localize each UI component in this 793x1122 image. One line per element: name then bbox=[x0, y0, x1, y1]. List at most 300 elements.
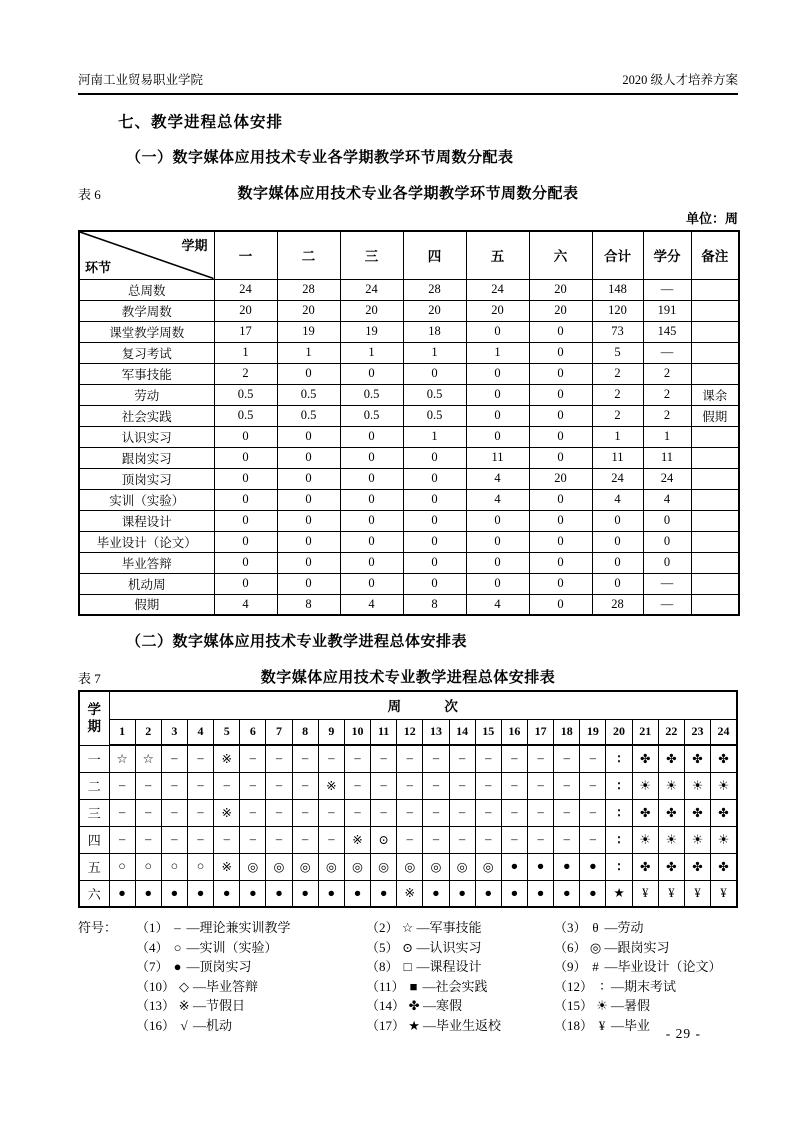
table6-column-header: 二 bbox=[277, 231, 340, 279]
week-cell: ☀ bbox=[658, 826, 684, 853]
legend-item-number: （12） bbox=[554, 978, 594, 994]
week-number: 6 bbox=[240, 719, 266, 745]
week-cell: – bbox=[292, 826, 318, 853]
cell: 1 bbox=[277, 342, 340, 363]
legend-item-number: （11） bbox=[366, 978, 405, 994]
cell bbox=[691, 342, 739, 363]
legend-item-desc: —认识实习 bbox=[416, 939, 482, 955]
cell: 28 bbox=[592, 594, 643, 615]
legend-item-symbol: ¥ bbox=[598, 1017, 606, 1033]
week-cell: – bbox=[214, 772, 240, 799]
week-number: 17 bbox=[528, 719, 554, 745]
legend-item-number: （6） bbox=[554, 939, 587, 955]
table6-header-row bbox=[79, 231, 739, 279]
week-number: 24 bbox=[711, 719, 737, 745]
table7-caption bbox=[78, 666, 738, 686]
week-cell: ● bbox=[580, 853, 606, 880]
cell: 19 bbox=[277, 321, 340, 342]
week-number: 1 bbox=[109, 719, 135, 745]
week-cell: ✤ bbox=[632, 799, 658, 826]
table6-body bbox=[79, 279, 739, 615]
legend-item bbox=[366, 918, 554, 938]
week-cell: – bbox=[135, 772, 161, 799]
cell: 4 bbox=[340, 594, 403, 615]
week-cell: – bbox=[475, 745, 501, 772]
week-cell: – bbox=[554, 745, 580, 772]
week-cell: – bbox=[397, 799, 423, 826]
cell: 0 bbox=[277, 363, 340, 384]
cell: 2 bbox=[643, 384, 691, 405]
header-plan-name: 2020 级人才培养方案 bbox=[622, 73, 738, 87]
cell: 0 bbox=[529, 363, 592, 384]
legend-item bbox=[554, 918, 738, 938]
table7-header-row-2 bbox=[79, 719, 737, 745]
week-cell: – bbox=[344, 799, 370, 826]
week-cell: – bbox=[371, 745, 397, 772]
week-cell: ◎ bbox=[292, 853, 318, 880]
week-cell: ● bbox=[266, 880, 292, 907]
week-cell: ● bbox=[501, 853, 527, 880]
table-row bbox=[79, 826, 737, 853]
cell: 17 bbox=[214, 321, 277, 342]
week-number: 14 bbox=[449, 719, 475, 745]
cell bbox=[691, 573, 739, 594]
legend-prefix-spacer bbox=[78, 1016, 136, 1036]
cell: 145 bbox=[643, 321, 691, 342]
cell: 0 bbox=[277, 552, 340, 573]
cell: 0 bbox=[277, 489, 340, 510]
legend-item-symbol: θ bbox=[592, 920, 599, 935]
week-cell: – bbox=[397, 745, 423, 772]
week-cell: – bbox=[109, 772, 135, 799]
cell: 0.5 bbox=[214, 384, 277, 405]
table-row bbox=[79, 531, 739, 552]
cell: 0 bbox=[403, 552, 466, 573]
week-cell: ○ bbox=[109, 853, 135, 880]
table6-caption bbox=[78, 182, 738, 202]
cell: — bbox=[643, 594, 691, 615]
legend-item-symbol: √ bbox=[180, 1017, 188, 1033]
page-header bbox=[78, 70, 738, 95]
legend-item-desc: —社会实践 bbox=[422, 978, 488, 994]
week-cell: – bbox=[501, 799, 527, 826]
week-cell: ◎ bbox=[371, 853, 397, 880]
cell: 28 bbox=[403, 279, 466, 300]
legend-item bbox=[554, 977, 738, 997]
cell: 20 bbox=[403, 300, 466, 321]
cell bbox=[691, 279, 739, 300]
week-number: 20 bbox=[606, 719, 632, 745]
cell: 18 bbox=[403, 321, 466, 342]
week-cell: ✤ bbox=[632, 853, 658, 880]
week-cell: ✤ bbox=[684, 799, 710, 826]
week-cell: ∶ bbox=[606, 772, 632, 799]
legend-item-number: （7） bbox=[136, 959, 169, 974]
table-row bbox=[79, 745, 737, 772]
cell: 0 bbox=[403, 468, 466, 489]
week-cell: ⊙ bbox=[371, 826, 397, 853]
cell: 0 bbox=[340, 426, 403, 447]
table-row bbox=[79, 853, 737, 880]
legend-item-desc: —劳动 bbox=[604, 920, 644, 935]
legend-item-number: （4） bbox=[136, 939, 169, 955]
cell: 20 bbox=[340, 300, 403, 321]
week-cell: ※ bbox=[214, 853, 240, 880]
cell: 0 bbox=[529, 321, 592, 342]
week-cell: – bbox=[449, 772, 475, 799]
week-cell: – bbox=[449, 745, 475, 772]
cell: 2 bbox=[643, 405, 691, 426]
subsection-1-title: （一）数字媒体应用技术专业各学期教学环节周数分配表 bbox=[126, 150, 514, 166]
semester-label: 四 bbox=[79, 826, 109, 853]
unit-note: 单位：周 bbox=[685, 211, 738, 226]
week-cell: – bbox=[266, 799, 292, 826]
row-label: 实训（实验） bbox=[79, 489, 214, 510]
subsection-2-title: （二）数字媒体应用技术专业教学进程总体安排表 bbox=[126, 634, 468, 650]
cell: 24 bbox=[643, 468, 691, 489]
cell: 0 bbox=[529, 573, 592, 594]
legend-item-number: （5） bbox=[366, 939, 399, 955]
legend-item-number: （14） bbox=[366, 998, 406, 1013]
week-number: 4 bbox=[187, 719, 213, 745]
week-cell: ☆ bbox=[109, 745, 135, 772]
table6-column-header: 五 bbox=[466, 231, 529, 279]
week-cell: – bbox=[397, 772, 423, 799]
cell: 24 bbox=[466, 279, 529, 300]
week-number: 13 bbox=[423, 719, 449, 745]
week-cell: – bbox=[161, 826, 187, 853]
header-school-name: 河南工业贸易职业学院 bbox=[78, 73, 204, 87]
cell bbox=[691, 447, 739, 468]
cell: 0 bbox=[529, 342, 592, 363]
week-cell: – bbox=[397, 826, 423, 853]
corner-label-stage: 环节 bbox=[85, 259, 112, 275]
table-row bbox=[79, 573, 739, 594]
semester-label: 一 bbox=[79, 745, 109, 772]
table-row bbox=[79, 594, 739, 615]
legend-item-number: （16） bbox=[136, 1017, 176, 1033]
cell: 0 bbox=[466, 531, 529, 552]
legend-item-symbol: □ bbox=[403, 959, 412, 974]
cell: 1 bbox=[340, 342, 403, 363]
cell: 11 bbox=[592, 447, 643, 468]
cell: 0 bbox=[466, 552, 529, 573]
week-cell: ☀ bbox=[684, 772, 710, 799]
table-row bbox=[79, 300, 739, 321]
week-cell: – bbox=[580, 772, 606, 799]
week-cell: ∶ bbox=[606, 799, 632, 826]
cell: 4 bbox=[214, 594, 277, 615]
legend-item-symbol: ✤ bbox=[408, 998, 420, 1013]
table-row bbox=[79, 489, 739, 510]
legend-row bbox=[78, 957, 738, 977]
week-cell: ● bbox=[135, 880, 161, 907]
cell: 0 bbox=[214, 573, 277, 594]
week-cell: ● bbox=[187, 880, 213, 907]
cell: 0 bbox=[466, 363, 529, 384]
cell: 2 bbox=[592, 405, 643, 426]
week-cell: – bbox=[423, 772, 449, 799]
week-number: 21 bbox=[632, 719, 658, 745]
table-row bbox=[79, 510, 739, 531]
week-cell: – bbox=[501, 745, 527, 772]
page-number: - 29 - bbox=[665, 1026, 701, 1041]
cell: 0 bbox=[643, 552, 691, 573]
table-row bbox=[79, 447, 739, 468]
legend-row bbox=[78, 977, 738, 997]
week-cell: ✤ bbox=[658, 799, 684, 826]
table-row bbox=[79, 384, 739, 405]
cell: 0 bbox=[277, 468, 340, 489]
cell: 0 bbox=[214, 552, 277, 573]
row-label: 军事技能 bbox=[79, 363, 214, 384]
cell: 20 bbox=[466, 300, 529, 321]
cell: 0 bbox=[466, 573, 529, 594]
row-label: 总周数 bbox=[79, 279, 214, 300]
week-cell: ● bbox=[423, 880, 449, 907]
week-number: 8 bbox=[292, 719, 318, 745]
legend-item-symbol: ∶ bbox=[600, 978, 604, 994]
row-label: 课堂教学周数 bbox=[79, 321, 214, 342]
table7-label: 表 7 bbox=[78, 671, 101, 686]
week-cell: ☀ bbox=[632, 826, 658, 853]
cell: 0 bbox=[529, 594, 592, 615]
week-cell: ☀ bbox=[658, 772, 684, 799]
cell: 0.5 bbox=[277, 384, 340, 405]
cell: 11 bbox=[643, 447, 691, 468]
table6-column-header: 三 bbox=[340, 231, 403, 279]
cell: 0 bbox=[592, 573, 643, 594]
week-cell: ☀ bbox=[684, 826, 710, 853]
week-cell: – bbox=[554, 799, 580, 826]
legend-item bbox=[554, 1016, 738, 1036]
table-row bbox=[79, 279, 739, 300]
legend-item-desc: —节假日 bbox=[193, 998, 246, 1013]
week-number: 11 bbox=[371, 719, 397, 745]
week-cell: – bbox=[135, 799, 161, 826]
cell: 8 bbox=[277, 594, 340, 615]
cell: 1 bbox=[214, 342, 277, 363]
section-title: 七、教学进程总体安排 bbox=[118, 114, 284, 131]
week-cell: – bbox=[449, 826, 475, 853]
week-cell: ✤ bbox=[711, 853, 737, 880]
cell: 4 bbox=[466, 594, 529, 615]
table7-title: 数字媒体应用技术专业教学进程总体安排表 bbox=[260, 670, 556, 686]
week-cell: ● bbox=[292, 880, 318, 907]
week-cell: ● bbox=[214, 880, 240, 907]
cell: 0.5 bbox=[214, 405, 277, 426]
week-cell: ∶ bbox=[606, 853, 632, 880]
week-number: 22 bbox=[658, 719, 684, 745]
legend-item bbox=[554, 938, 738, 958]
legend-item bbox=[136, 977, 366, 997]
cell: 0 bbox=[340, 489, 403, 510]
legend-item bbox=[554, 957, 738, 977]
week-cell: ● bbox=[501, 880, 527, 907]
week-cell: ● bbox=[161, 880, 187, 907]
week-number: 19 bbox=[580, 719, 606, 745]
row-label: 教学周数 bbox=[79, 300, 214, 321]
row-label: 顶岗实习 bbox=[79, 468, 214, 489]
week-cell: ✤ bbox=[684, 853, 710, 880]
week-cell: – bbox=[161, 772, 187, 799]
legend-item-desc: —毕业答辩 bbox=[193, 978, 259, 994]
week-cell: – bbox=[187, 745, 213, 772]
week-number: 5 bbox=[214, 719, 240, 745]
legend-item-desc: —机动 bbox=[193, 1017, 233, 1033]
week-cell: ☀ bbox=[711, 826, 737, 853]
legend-prefix-spacer bbox=[78, 977, 136, 997]
week-cell: – bbox=[528, 745, 554, 772]
row-label: 社会实践 bbox=[79, 405, 214, 426]
week-number: 23 bbox=[684, 719, 710, 745]
legend-item-desc: —军事技能 bbox=[416, 920, 482, 935]
legend-item-number: （13） bbox=[136, 998, 176, 1013]
week-cell: ○ bbox=[135, 853, 161, 880]
table-row bbox=[79, 552, 739, 573]
cell: 0 bbox=[466, 510, 529, 531]
cell: 0 bbox=[529, 552, 592, 573]
legend-item-desc: —课程设计 bbox=[416, 959, 482, 974]
cell: 0 bbox=[340, 447, 403, 468]
cell: 2 bbox=[214, 363, 277, 384]
table-row bbox=[79, 363, 739, 384]
semester-header: 学期 bbox=[79, 691, 109, 745]
table6-column-header: 四 bbox=[403, 231, 466, 279]
week-cell: – bbox=[475, 772, 501, 799]
week-cell: – bbox=[449, 799, 475, 826]
week-cell: ☀ bbox=[632, 772, 658, 799]
week-cell: – bbox=[318, 745, 344, 772]
cell: 20 bbox=[214, 300, 277, 321]
cell: 1 bbox=[592, 426, 643, 447]
cell: 0 bbox=[214, 468, 277, 489]
week-cell: – bbox=[475, 799, 501, 826]
week-cell: – bbox=[580, 745, 606, 772]
week-cell: ∶ bbox=[606, 745, 632, 772]
cell: 0 bbox=[277, 573, 340, 594]
cell: 1 bbox=[643, 426, 691, 447]
week-cell: – bbox=[318, 799, 344, 826]
table-row bbox=[79, 772, 737, 799]
semester-label: 三 bbox=[79, 799, 109, 826]
week-cell: ✤ bbox=[632, 745, 658, 772]
legend-item-number: （18） bbox=[554, 1017, 594, 1033]
cell: 73 bbox=[592, 321, 643, 342]
cell: 191 bbox=[643, 300, 691, 321]
legend-item-desc: —暑假 bbox=[611, 998, 651, 1013]
legend-item-desc: —寒假 bbox=[423, 998, 463, 1013]
week-cell: ● bbox=[528, 880, 554, 907]
table-row bbox=[79, 321, 739, 342]
cell: 0 bbox=[403, 510, 466, 531]
cell: — bbox=[643, 279, 691, 300]
cell: 0 bbox=[277, 447, 340, 468]
legend-item-desc: —毕业生返校 bbox=[423, 1017, 502, 1033]
legend-item bbox=[366, 1016, 554, 1036]
table6-column-header: 一 bbox=[214, 231, 277, 279]
cell: 0.5 bbox=[403, 405, 466, 426]
cell: 0 bbox=[403, 447, 466, 468]
cell: 0 bbox=[340, 573, 403, 594]
week-cell: – bbox=[292, 772, 318, 799]
week-cell: ※ bbox=[214, 745, 240, 772]
week-cell: ● bbox=[109, 880, 135, 907]
week-cell: – bbox=[266, 772, 292, 799]
cell: 4 bbox=[592, 489, 643, 510]
week-cell: – bbox=[423, 799, 449, 826]
week-cell: ✤ bbox=[711, 799, 737, 826]
cell: 0 bbox=[214, 426, 277, 447]
week-cell: – bbox=[292, 745, 318, 772]
cell: 0 bbox=[529, 447, 592, 468]
cell: 0 bbox=[466, 405, 529, 426]
cell: 24 bbox=[592, 468, 643, 489]
week-cell: ● bbox=[449, 880, 475, 907]
week-number: 15 bbox=[475, 719, 501, 745]
symbol-legend bbox=[78, 918, 738, 1035]
cell: 2 bbox=[643, 363, 691, 384]
cell: 课余 bbox=[691, 384, 739, 405]
legend-item-number: （8） bbox=[366, 959, 399, 974]
week-cell: ☀ bbox=[711, 772, 737, 799]
legend-item-symbol: ◇ bbox=[179, 978, 190, 994]
week-cell: – bbox=[240, 745, 266, 772]
week-cell: ◎ bbox=[266, 853, 292, 880]
cell: 0 bbox=[592, 531, 643, 552]
cell bbox=[691, 426, 739, 447]
week-cell: – bbox=[240, 826, 266, 853]
legend-item-symbol: ★ bbox=[408, 1017, 420, 1033]
cell: 0 bbox=[529, 510, 592, 531]
cell: 28 bbox=[277, 279, 340, 300]
cell: 0 bbox=[340, 363, 403, 384]
week-cell: – bbox=[580, 826, 606, 853]
week-cell: ● bbox=[580, 880, 606, 907]
week-cell: ● bbox=[475, 880, 501, 907]
row-label: 认识实习 bbox=[79, 426, 214, 447]
week-cell: – bbox=[554, 826, 580, 853]
week-cell: ※ bbox=[318, 772, 344, 799]
table-row bbox=[79, 880, 737, 907]
cell bbox=[691, 510, 739, 531]
cell: 0 bbox=[403, 573, 466, 594]
week-cell: – bbox=[214, 826, 240, 853]
week-number: 2 bbox=[135, 719, 161, 745]
legend-item-number: （10） bbox=[136, 978, 176, 994]
table6-column-header: 合计 bbox=[592, 231, 643, 279]
legend-item-number: （1） bbox=[136, 920, 169, 935]
table6-column-header: 学分 bbox=[643, 231, 691, 279]
legend-row bbox=[78, 996, 738, 1016]
legend-item-number: （2） bbox=[366, 920, 399, 935]
page-content bbox=[78, 70, 738, 1035]
legend-row bbox=[78, 938, 738, 958]
row-label: 假期 bbox=[79, 594, 214, 615]
week-number: 10 bbox=[344, 719, 370, 745]
week-cell: – bbox=[344, 745, 370, 772]
table-row bbox=[79, 342, 739, 363]
week-cell: – bbox=[266, 745, 292, 772]
legend-item bbox=[366, 957, 554, 977]
week-cell: ◎ bbox=[240, 853, 266, 880]
row-label: 毕业设计（论文） bbox=[79, 531, 214, 552]
cell: 4 bbox=[466, 489, 529, 510]
week-cell: ¥ bbox=[658, 880, 684, 907]
cell: 0 bbox=[529, 405, 592, 426]
week-cell: – bbox=[528, 826, 554, 853]
table6-corner-cell bbox=[79, 231, 214, 279]
